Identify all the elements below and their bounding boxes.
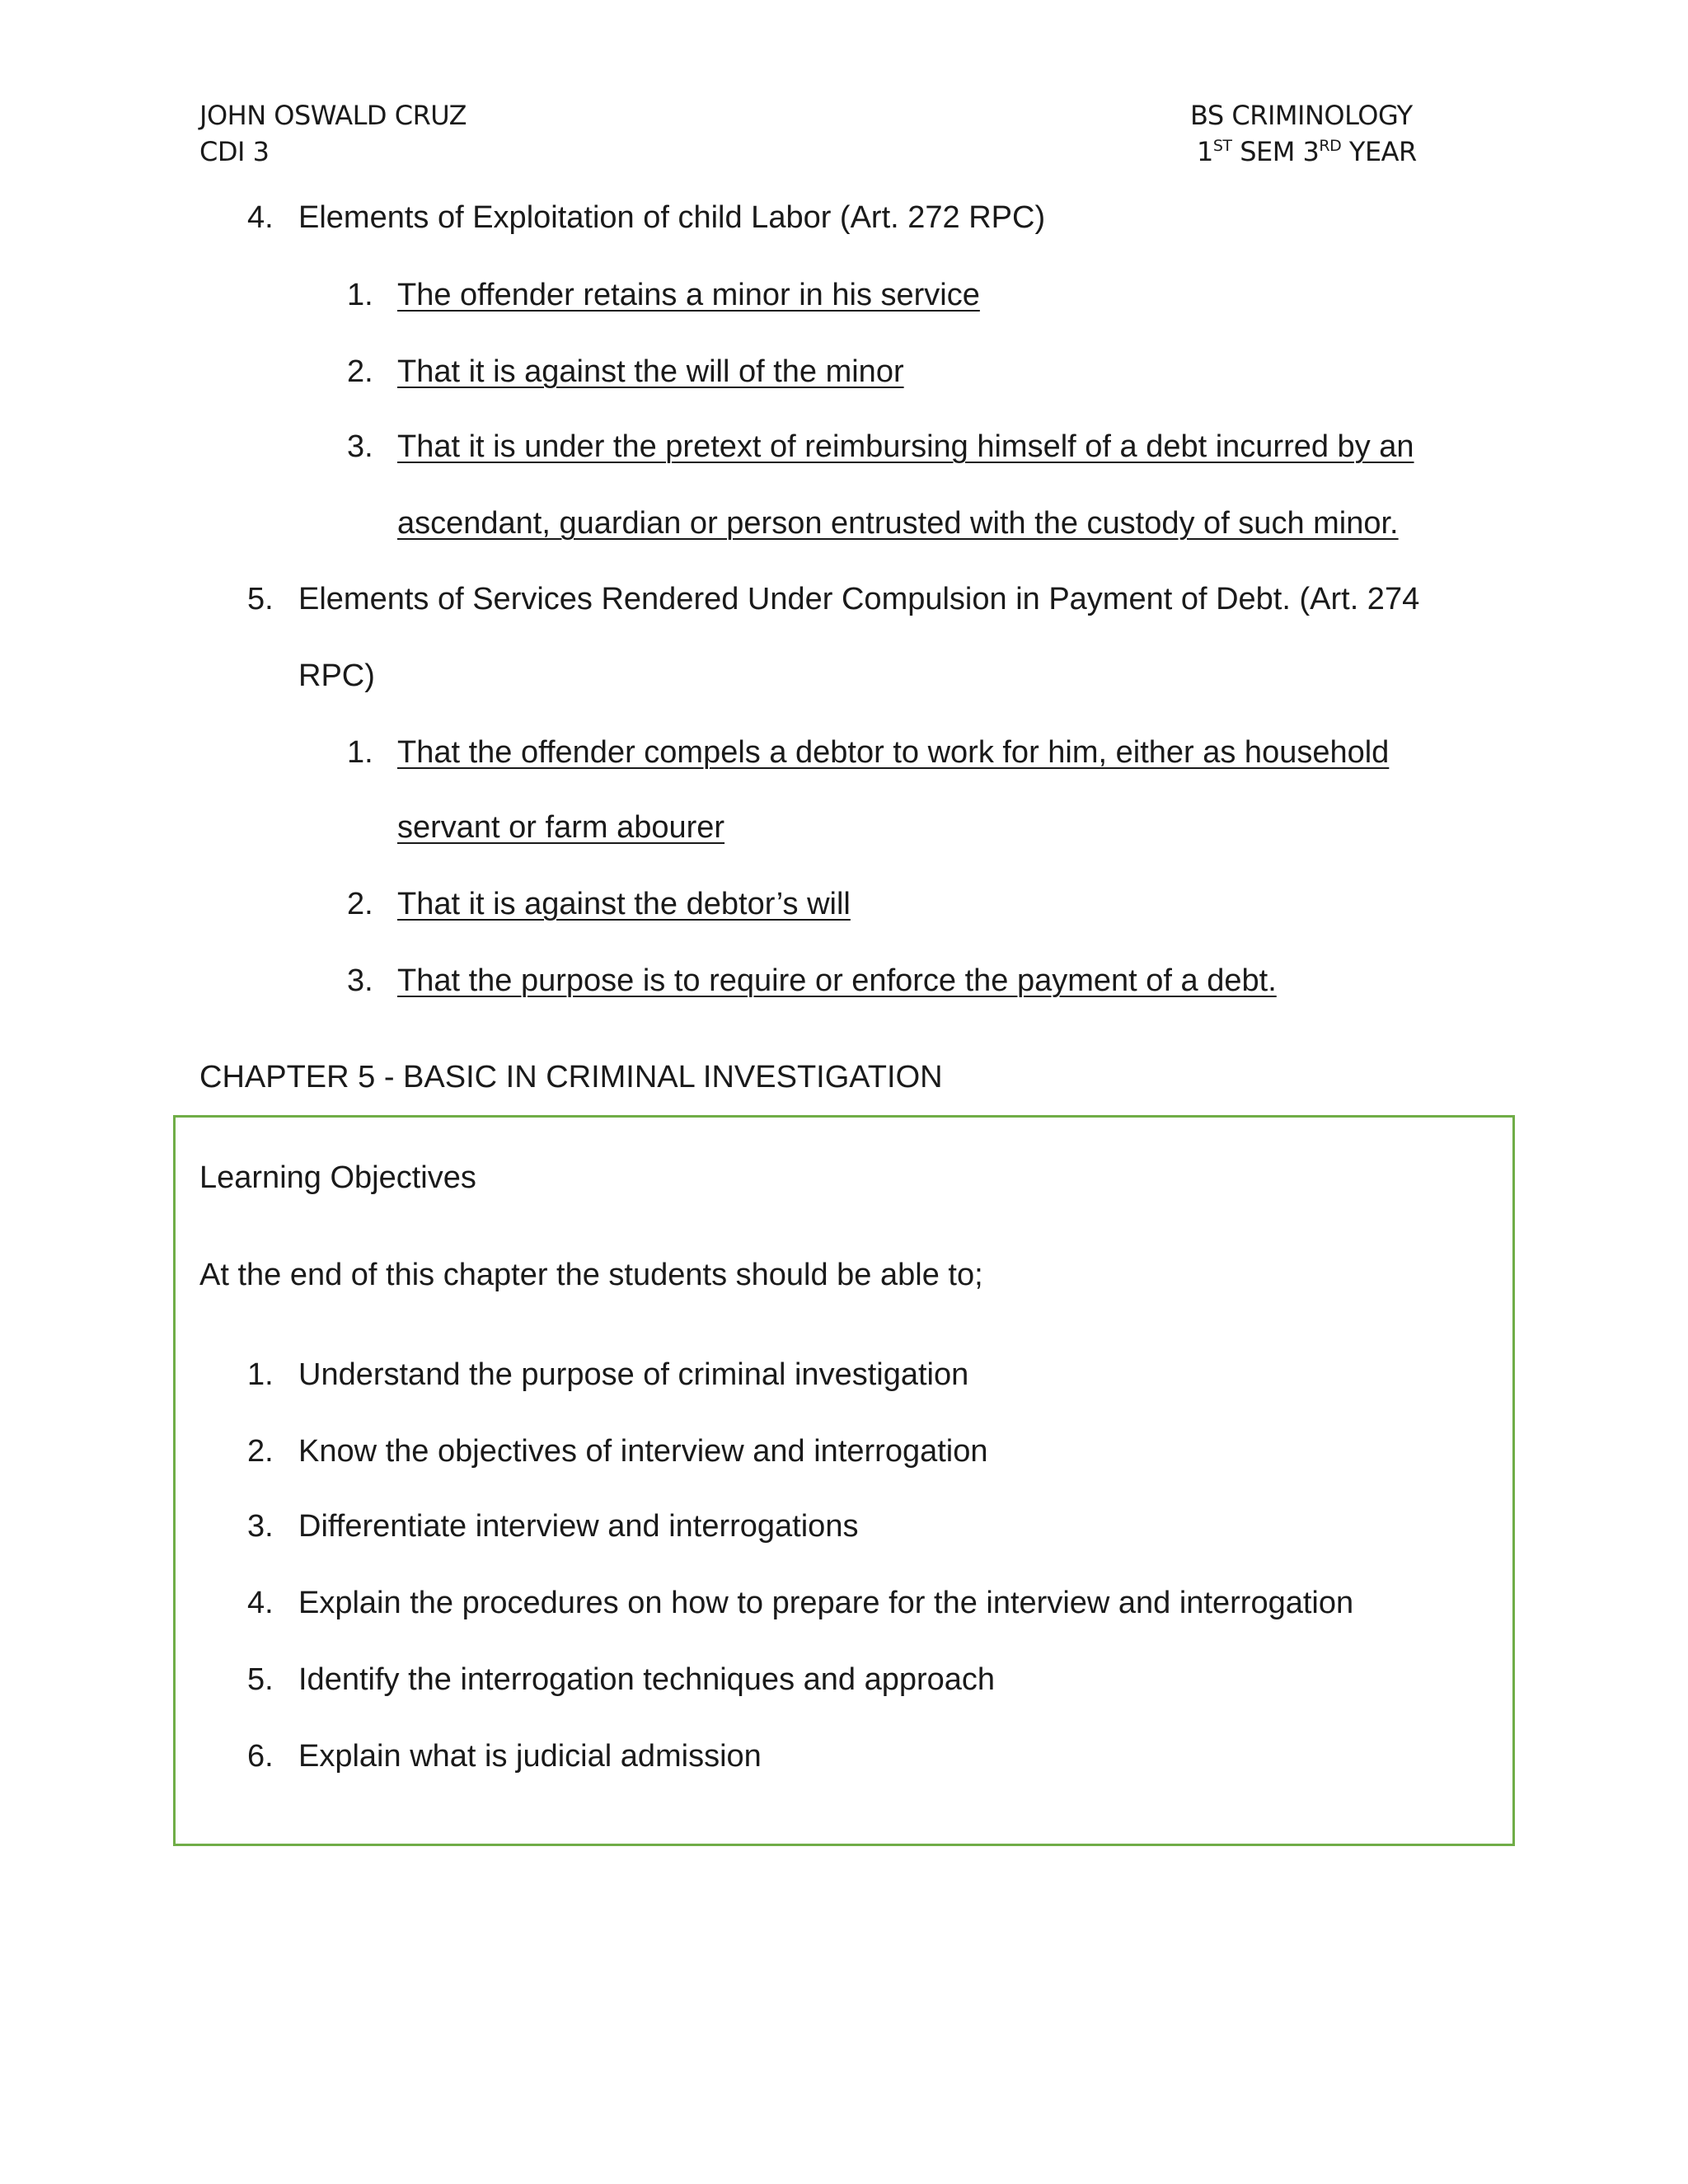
section4-item1-text: The offender retains a minor in his service	[397, 278, 980, 312]
section4-number: 4.	[247, 200, 274, 235]
section4-item1-number: 1.	[347, 278, 373, 312]
section4-item2-text: That it is against the will of the minor	[397, 354, 904, 389]
term-line: 1ST SEM 3RD YEAR	[1197, 136, 1417, 167]
objective-4-text: Explain the procedures on how to prepare for the interview and interrogation	[298, 1586, 1354, 1620]
objectives-intro: At the end of this chapter the students should be able to;	[199, 1258, 983, 1292]
section5-item1-text-line2: servant or farm abourer	[397, 810, 725, 845]
objective-6-text: Explain what is judicial admission	[298, 1739, 762, 1774]
objective-1-number: 1.	[247, 1357, 274, 1392]
section5-number: 5.	[247, 582, 274, 616]
section5-item2-text: That it is against the debtor’s will	[397, 887, 851, 921]
section4-item3-number: 3.	[347, 429, 373, 464]
section4-title: Elements of Exploitation of child Labor (Art. 272 RPC)	[298, 200, 1046, 235]
header-left	[199, 97, 467, 170]
objectives-heading: Learning Objectives	[199, 1160, 476, 1195]
objective-2-number: 2.	[247, 1434, 274, 1469]
program-name: BS CRIMINOLOGY	[1190, 100, 1413, 131]
course-code: CDI 3	[199, 136, 270, 167]
objective-1-text: Understand the purpose of criminal investigation	[298, 1357, 969, 1392]
section5-item1-number: 1.	[347, 735, 373, 770]
author-name: JOHN OSWALD CRUZ	[199, 100, 467, 131]
objective-3-number: 3.	[247, 1509, 274, 1544]
section5-item2-number: 2.	[347, 887, 373, 921]
objective-2-text: Know the objectives of interview and interrogation	[298, 1434, 988, 1469]
section5-title-line1: Elements of Services Rendered Under Compulsion in Payment of Debt. (Art. 274	[298, 582, 1420, 616]
objective-3-text: Differentiate interview and interrogations	[298, 1509, 859, 1544]
section5-item3-number: 3.	[347, 963, 373, 998]
section5-item3-text: That the purpose is to require or enforce the payment of a debt.	[397, 963, 1277, 998]
chapter-title: CHAPTER 5 - BASIC IN CRIMINAL INVESTIGATION	[199, 1060, 943, 1094]
objective-5-number: 5.	[247, 1662, 274, 1697]
section4-item2-number: 2.	[347, 354, 373, 389]
section5-item1-text-line1: That the offender compels a debtor to work for him, either as household	[397, 735, 1390, 770]
objective-4-number: 4.	[247, 1586, 274, 1620]
section5-title-line2: RPC)	[298, 658, 375, 693]
objective-6-number: 6.	[247, 1739, 274, 1774]
section4-item3-text-line1: That it is under the pretext of reimbursing himself of a debt incurred by an	[397, 429, 1414, 464]
section4-item3-text-line2: ascendant, guardian or person entrusted with the custody of such minor.	[397, 506, 1399, 541]
header-right	[1190, 97, 1503, 170]
objective-5-text: Identify the interrogation techniques and approach	[298, 1662, 996, 1697]
